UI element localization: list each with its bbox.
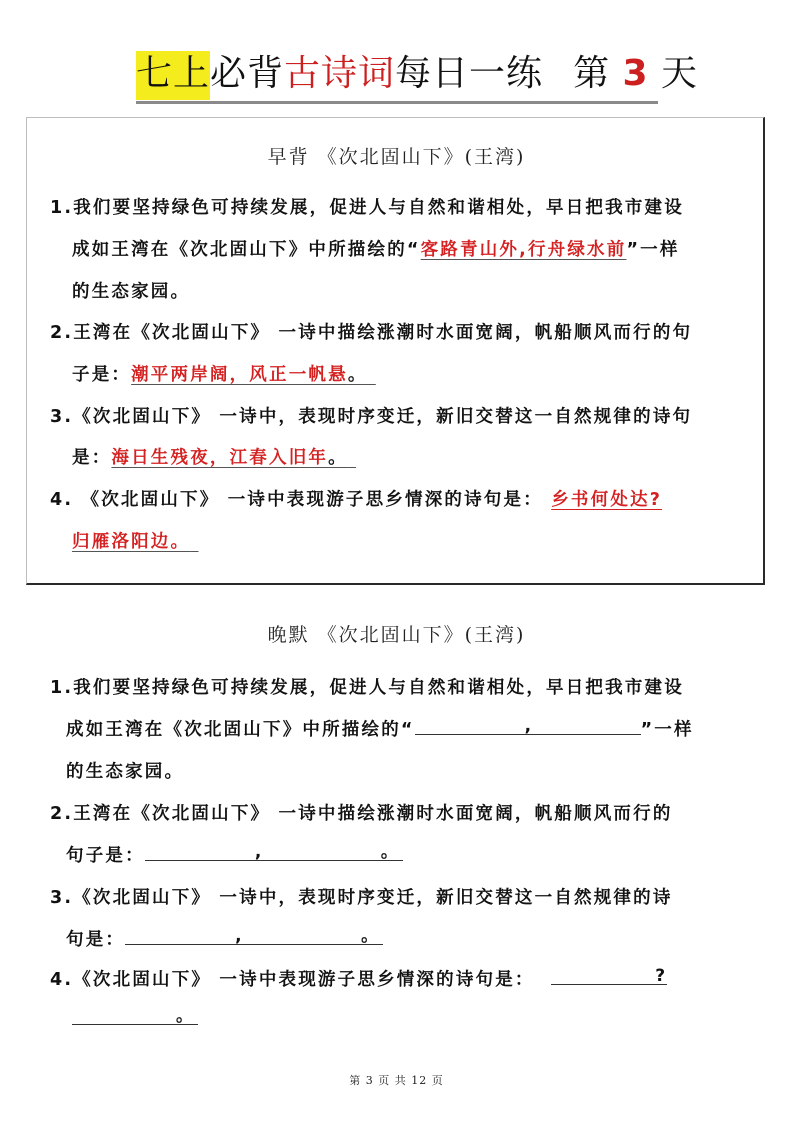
morning-q1-prompt: 成如王湾在《次北固山下》中所描绘的“ <box>72 240 421 260</box>
evening-q3-line1: 3.《次北固山下》 一诗中，表现时序变迁，新旧交替这一自然规律的诗 <box>50 888 673 908</box>
page-number: 第 3 页 共 12 页 <box>349 1074 444 1087</box>
title-day-number: 3 <box>622 53 649 94</box>
morning-q1-line2 <box>72 236 680 261</box>
evening-q4-answer-blank-1[interactable]: ? <box>551 966 667 985</box>
title-day-suffix: 天 <box>661 53 699 94</box>
evening-q3-line2 <box>66 926 383 951</box>
morning-q4-line2 <box>72 528 199 553</box>
evening-q1-line2 <box>66 716 694 741</box>
morning-q3-answer: 海日生残夜，江春入旧年。 <box>111 448 348 468</box>
morning-q2-line2 <box>72 361 376 386</box>
evening-q3-answer-blank[interactable]: , 。 <box>125 926 383 945</box>
title-must-recite: 必背 <box>210 53 285 94</box>
morning-recite-box <box>26 117 765 585</box>
morning-q3-line2 <box>72 444 356 469</box>
title-day-prefix: 第 <box>573 53 611 94</box>
evening-q4-answer-blank-2[interactable]: 。 <box>72 1006 198 1025</box>
morning-q4-line1 <box>50 486 662 511</box>
evening-q1-prompt: 成如王湾在《次北固山下》中所描绘的“ <box>66 720 415 740</box>
evening-q2-line2 <box>66 842 403 867</box>
evening-q4-line2 <box>72 1006 198 1030</box>
evening-q1-line3: 的生态家园。 <box>66 762 185 782</box>
morning-q2-answer: 潮平两岸阔，风正一帆悬。 <box>131 365 368 385</box>
evening-q1-suffix: ”一样 <box>640 720 694 740</box>
morning-q1-line3: 的生态家园。 <box>72 282 191 302</box>
morning-q4-answer-part1: 乡书何处达? <box>551 490 663 510</box>
evening-q2-answer-blank[interactable]: , 。 <box>145 842 403 861</box>
evening-q1-line1: 1.我们要坚持绿色可持续发展，促进人与自然和谐相处，早日把我市建设 <box>50 678 684 698</box>
morning-q1-answer: 客路青山外,行舟绿水前 <box>420 240 627 260</box>
page-title <box>136 48 698 100</box>
evening-q3-prompt: 句是： <box>66 930 126 950</box>
evening-q4-line1 <box>50 966 667 991</box>
morning-q4-answer-part2: 归雁洛阳边。 <box>72 532 191 552</box>
morning-q1-suffix: ”一样 <box>626 240 680 260</box>
evening-q2-prompt: 句子是： <box>66 846 145 866</box>
evening-q4-prompt: 4.《次北固山下》 一诗中表现游子思乡情深的诗句是： <box>50 970 535 990</box>
title-daily-practice: 每日一练 <box>395 53 544 94</box>
morning-q3-line1: 3.《次北固山下》 一诗中，表现时序变迁，新旧交替这一自然规律的诗句 <box>50 407 693 427</box>
morning-q1-line1: 1.我们要坚持绿色可持续发展，促进人与自然和谐相处，早日把我市建设 <box>50 198 684 218</box>
title-highlight-grade: 七上 <box>136 51 210 100</box>
morning-q3-prompt: 是： <box>72 448 112 468</box>
morning-q2-line1: 2.王湾在《次北固山下》 一诗中描绘涨潮时水面宽阔，帆船顺风而行的句 <box>50 323 693 343</box>
evening-section-title: 晚默 《次北固山下》(王湾) <box>267 624 526 646</box>
title-ancient-poetry: 古诗词 <box>284 53 396 94</box>
morning-q4-prompt: 4. 《次北固山下》 一诗中表现游子思乡情深的诗句是： <box>50 490 543 510</box>
morning-q2-prompt: 子是： <box>72 365 132 385</box>
evening-q2-line1: 2.王湾在《次北固山下》 一诗中描绘涨潮时水面宽阔，帆船顺风而行的 <box>50 804 673 824</box>
evening-q1-answer-blank[interactable]: , <box>415 716 641 735</box>
morning-section-title: 早背 《次北固山下》(王湾) <box>267 146 526 168</box>
page-title-container <box>136 48 699 104</box>
